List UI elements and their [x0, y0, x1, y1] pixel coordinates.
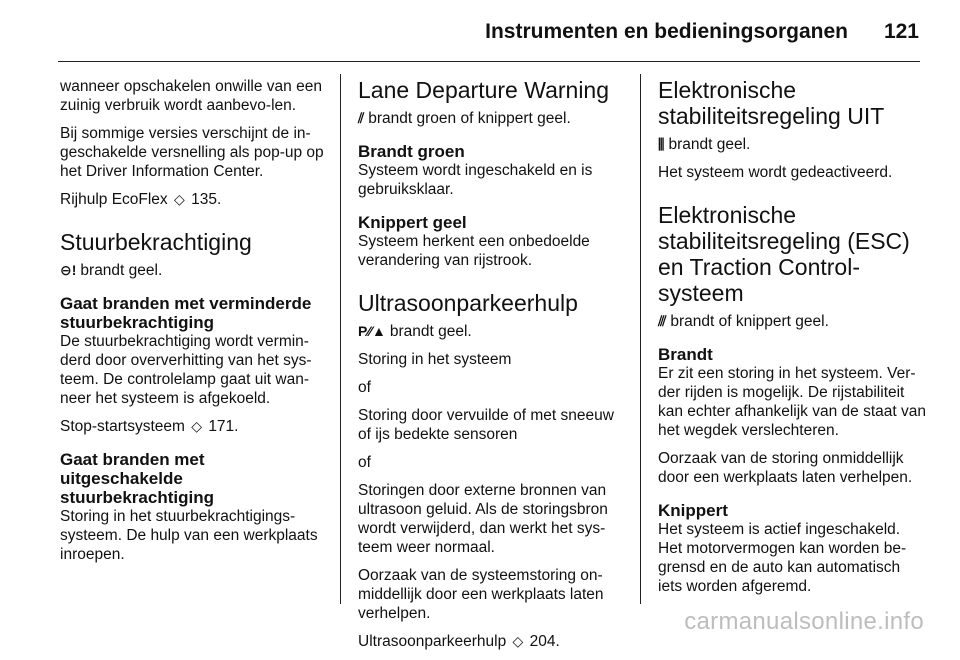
- subheading-flash: Knippert: [658, 501, 728, 520]
- esc-lamp-line: ⫻ brandt of knippert geel.: [658, 313, 829, 330]
- power-steering-lamp-icon: ⊖!: [60, 262, 77, 278]
- esc-off-lamp-line: ⫼ brandt geel.: [658, 136, 751, 153]
- paragraph: Storingen door externe bronnen van ultrasoon geluid. Als de storingsbron wordt verwijderd, dan werkt het sys-teem weer normaal.: [358, 482, 608, 556]
- column-1: [60, 77, 332, 573]
- page-number: 121: [883, 20, 919, 43]
- paragraph: Storing in het stuurbekrachtigings-systeem. De hulp van een werkplaats inroepen.: [60, 508, 318, 563]
- watermark: carmanualsonline.info: [684, 608, 924, 635]
- paragraph: Storing door vervuilde of met sneeuw of ijs bedekte sensoren: [358, 407, 614, 443]
- page-ref-icon: ◇: [512, 633, 524, 649]
- header-rule: [58, 61, 920, 62]
- paragraph: Het systeem wordt gedeactiveerd.: [658, 164, 893, 181]
- paragraph: Oorzaak van de storing onmiddellijk door een werkplaats laten verhelpen.: [658, 450, 913, 486]
- column-2: [358, 77, 630, 660]
- paragraph: of: [358, 379, 371, 396]
- column-divider-right: [640, 74, 641, 604]
- subheading-lit: Brandt: [658, 345, 713, 364]
- section-heading-esc: Elektronische stabiliteitsregeling (ESC) en Traction Control-systeem: [658, 202, 910, 306]
- parking-assist-lamp-icon: P⁄⁄▲: [358, 323, 386, 339]
- parking-lamp-line: P⁄⁄▲ brandt geel.: [358, 323, 472, 340]
- header-title: Instrumenten en bedieningsorganen: [485, 20, 848, 43]
- column-3: [658, 77, 926, 605]
- ecoflex-reference: Rijhulp EcoFlex ◇ 135.: [60, 191, 222, 208]
- section-heading-esc-off: Elektronische stabiliteitsregeling UIT: [658, 77, 885, 129]
- section-heading-lane: Lane Departure Warning: [358, 77, 610, 103]
- paragraph: of: [358, 454, 371, 471]
- section-heading-parking: Ultrasoonparkeerhulp: [358, 290, 578, 316]
- paragraph: Storing in het systeem: [358, 351, 512, 368]
- section-heading-steering: Stuurbekrachtiging: [60, 229, 252, 255]
- stopstart-reference: Stop-startsysteem ◇ 171.: [60, 418, 239, 435]
- esc-lamp-icon: ⫻: [658, 313, 667, 329]
- paragraph: wanneer opschakelen onwille van een zuinig verbruik wordt aanbevo-len.: [60, 78, 322, 114]
- lane-lamp-line: ⫽ brandt groen of knippert geel.: [358, 110, 571, 127]
- paragraph: Bij sommige versies verschijnt de in-geschakelde versnelling als pop-up op het Driver Information Center.: [60, 125, 324, 180]
- page-ref-icon: ◇: [191, 418, 202, 434]
- paragraph: Er zit een storing in het systeem. Ver-der rijden is mogelijk. De rijstabiliteit kan echter afhankelijk van de staat van het wegdek verslechteren.: [658, 365, 926, 439]
- steering-lamp-line: ⊖! brandt geel.: [60, 262, 163, 279]
- page-ref-icon: ◇: [174, 191, 185, 207]
- paragraph: Het systeem is actief ingeschakeld. Het motorvermogen kan worden be-grensd en de auto kan automatisch iets worden afgeremd.: [658, 521, 907, 595]
- paragraph: De stuurbekrachtiging wordt vermin-derd door oververhitting van het sys-teem. De controlelamp gaat uit wan-neer het systeem is afgekoeld.: [60, 333, 312, 407]
- paragraph: Systeem herkent een onbedoelde verandering van rijstrook.: [358, 233, 590, 269]
- column-divider-left: [340, 74, 341, 604]
- subheading-reduced: Gaat branden met verminderde stuurbekrachtiging: [60, 294, 312, 332]
- lane-departure-lamp-icon: ⫽: [358, 110, 365, 126]
- subheading-disabled: Gaat branden met uitgeschakelde stuurbekrachtiging: [60, 450, 214, 507]
- esc-off-lamp-icon: ⫼: [658, 136, 665, 152]
- paragraph: Oorzaak van de systeemstoring on-middellijk door een werkplaats laten verhelpen.: [358, 567, 604, 622]
- paragraph: Systeem wordt ingeschakeld en is gebruiksklaar.: [358, 162, 593, 198]
- subheading-yellow: Knippert geel: [358, 213, 467, 232]
- parking-reference: Ultrasoonparkeerhulp ◇ 204.: [358, 633, 560, 650]
- subheading-green: Brandt groen: [358, 142, 465, 161]
